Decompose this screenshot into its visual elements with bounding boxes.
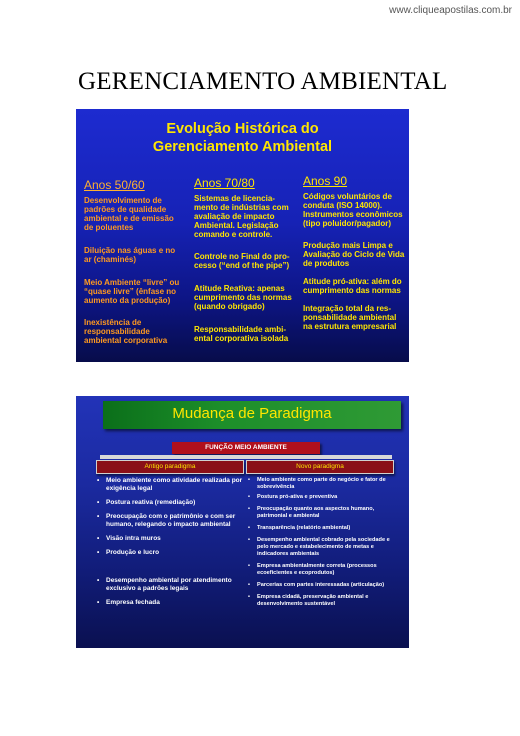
slide2-title-banner	[103, 401, 401, 429]
column-item: Atitude Reativa: apenas cumprimento das normas (quando obrigado)	[194, 284, 292, 311]
list-item: • Preocupação quanto aos aspectos humano, patrimonial e ambiental	[248, 506, 398, 520]
column-item: Controle no Final do pro-cesso (“end of the pipe”)	[194, 252, 290, 270]
list-item: • Empresa cidadã, preservação ambiental e desenvolvimento sustentável	[248, 594, 398, 608]
list-item: • Meio ambiente como parte do negócio e fator de sobrevivência	[248, 477, 398, 491]
slide2-title: Mudança de Paradigma	[172, 405, 332, 422]
slide1-title-line1: Evolução Histórica do	[166, 121, 319, 137]
old-paradigm-list	[97, 477, 245, 607]
column-heading: Anos 50/60	[84, 178, 145, 192]
column-item: Meio Ambiente “livre” ou “quase livre” (ênfase no aumento da produção)	[84, 278, 180, 305]
new-paradigm-list	[248, 477, 398, 608]
new-paradigm-heading: Novo paradigma	[246, 460, 394, 474]
column-item: Responsabilidade ambi-ental corporativa isolada	[194, 325, 289, 343]
column-anos-70-80	[194, 176, 296, 351]
list-item: • Empresa ambientalmente correta (processos ecoeficientes e ecoprodutos)	[248, 563, 398, 577]
list-item: • Desempenho ambiental cobrado pela sociedade e pelo mercado e estabelecimento de metas e indicadores ambientais	[248, 537, 398, 558]
page-title: GERENCIAMENTO AMBIENTAL	[78, 68, 448, 95]
column-item: Produção mais Limpa e Avaliação do Ciclo de Vida de produtos	[303, 241, 405, 268]
list-item: • Postura pró-ativa e preventiva	[248, 494, 398, 501]
list-item: • Meio ambiente como atividade realizada por exigência legal	[97, 477, 245, 493]
list-item: • Parcerias com partes interessadas (articulação)	[248, 582, 398, 589]
column-item: Sistemas de licencia-mento de indústrias com avaliação de impacto Ambiental. Legislação comando e controle.	[194, 194, 289, 239]
slide-historical-evolution	[76, 109, 409, 362]
list-item: • Postura reativa (remediação)	[97, 499, 245, 507]
column-heading: Anos 70/80	[194, 176, 255, 190]
site-url: www.cliqueapostilas.com.br	[389, 5, 512, 16]
column-anos-90	[303, 174, 407, 339]
column-heading: Anos 90	[303, 174, 348, 188]
list-item: • Empresa fechada	[97, 599, 245, 607]
column-item: Diluição nas águas e no ar (chaminés)	[84, 246, 176, 264]
slide1-title-line2: Gerenciamento Ambiental	[152, 139, 333, 155]
slide-paradigm-shift	[76, 396, 409, 648]
old-paradigm-heading: Antigo paradigma	[96, 460, 244, 474]
list-item: • Visão intra muros	[97, 535, 245, 543]
list-item: • Transparência (relatório ambiental)	[248, 525, 398, 532]
slide1-title	[76, 120, 409, 156]
column-item: Atitude pró-ativa: além do cumprimento das normas	[303, 277, 402, 295]
divider-bar	[100, 455, 392, 459]
column-anos-50-60	[84, 178, 184, 353]
column-item: Códigos voluntários de conduta (ISO 14000). Instrumentos econômicos (tipo poluidor/pagador)	[303, 192, 403, 228]
list-item: • Preocupação com o patrimônio e com ser humano, relegando o impacto ambiental	[97, 513, 245, 529]
column-item: Desenvolvimento de padrões de qualidade ambiental e de emissão de poluentes	[84, 196, 174, 232]
function-label: FUNÇÃO MEIO AMBIENTE	[172, 442, 320, 454]
column-item: Inexistência de responsabilidade ambiental corporativa	[84, 318, 168, 345]
list-item: • Desempenho ambiental por atendimento exclusivo a padrões legais	[97, 577, 245, 593]
column-item: Integração total da res-ponsabilidade ambiental na estrutura empresarial	[303, 304, 397, 331]
list-item: • Produção e lucro	[97, 549, 245, 557]
